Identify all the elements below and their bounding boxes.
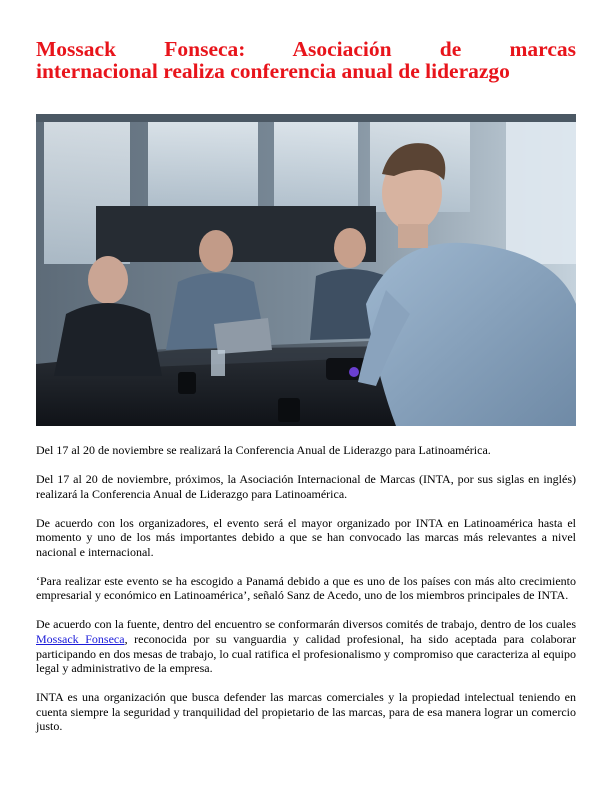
paragraph-5 [36, 617, 576, 675]
meeting-photo [36, 114, 576, 426]
title-line-1: Mossack Fonseca: Asociación de marcas [36, 37, 576, 61]
paragraph-2: Del 17 al 20 de noviembre, próximos, la Asociación Internacional de Marcas (INTA, por sus siglas en inglés) realizará la Conferencia Anual de Liderazgo para Latinoamérica. [36, 471, 576, 501]
paragraph-5-text-after: , reconocida por su vanguardia y calidad profesional, ha sido aceptada para colaborar participando en dos mesas de trabajo, lo cual ratifica el profesionalismo y compromiso que caracteriza al equipo legal y administrativo de la empresa. [36, 631, 576, 676]
paragraph-3: De acuerdo con los organizadores, el evento será el mayor organizado por INTA en Latinoamérica hasta el momento y uno de los más importantes debido a que se han convocado las marcas más relevantes a nivel nacional e internacional. [36, 515, 576, 559]
paragraph-5-text-before: De acuerdo con la fuente, dentro del encuentro se conformarán diversos comités de trabajo, dentro de los cuales [36, 617, 576, 632]
paragraph-4: ‘Para realizar este evento se ha escogido a Panamá debido a que es uno de los países con más alto crecimiento empresarial y económico en Latinoamérica’, señaló Sanz de Acedo, uno de los miembros principales de INTA. [36, 573, 576, 603]
title-line-2: internacional realiza conferencia anual de liderazgo [36, 59, 510, 83]
article-title [36, 38, 576, 82]
paragraph-1: Del 17 al 20 de noviembre se realizará la Conferencia Anual de Liderazgo para Latinoamérica. [36, 443, 491, 457]
article-body [36, 443, 576, 748]
paragraph-6: INTA es una organización que busca defender las marcas comerciales y la propiedad intelectual teniendo en cuenta siempre la seguridad y tranquilidad del propietario de las marcas, para de esa manera lograr un comercio justo. [36, 690, 576, 734]
mossack-fonseca-link[interactable]: Mossack Fonseca [36, 631, 125, 646]
